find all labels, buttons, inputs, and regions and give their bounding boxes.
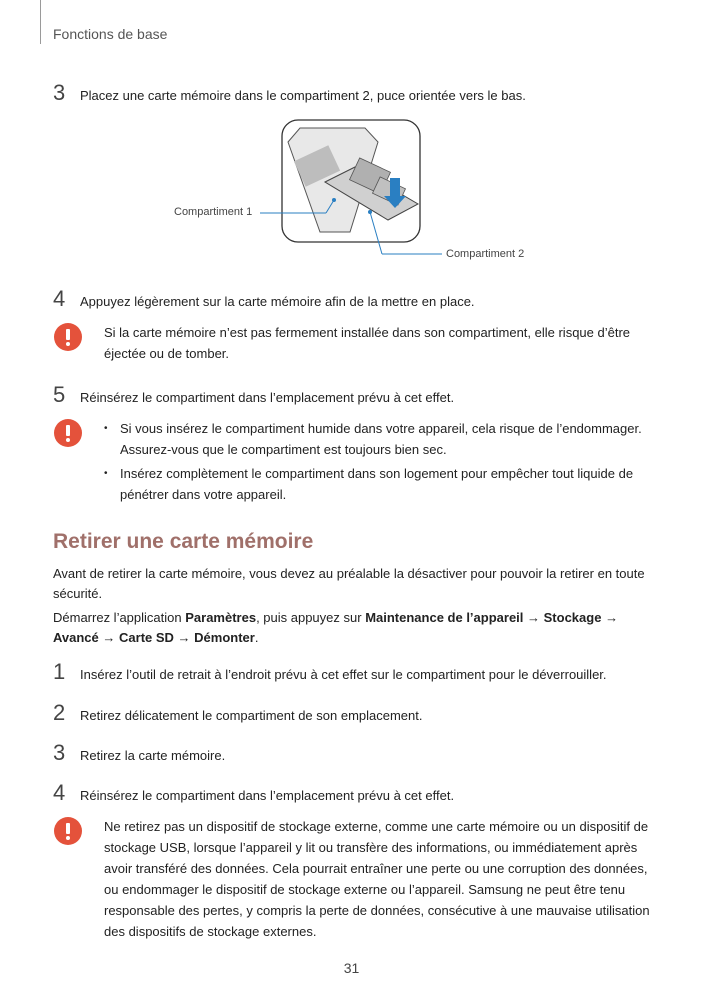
- section-intro: Avant de retirer la carte mémoire, vous devez au préalable la désactiver pour pouvoir la retirer en toute sécurité.: [53, 566, 645, 601]
- step-text: Retirez la carte mémoire.: [80, 748, 226, 763]
- step-number: 2: [53, 700, 66, 725]
- warning-icon: [53, 418, 83, 448]
- path-item-3: Avancé: [53, 630, 99, 645]
- step-text: Réinsérez le compartiment dans l’emplacement prévu à cet effet.: [80, 390, 455, 405]
- step-text: Retirez délicatement le compartiment de son emplacement.: [80, 708, 423, 723]
- warning-icon: [53, 322, 83, 352]
- path-arrow: →: [173, 630, 195, 645]
- page-edge-line: [40, 0, 41, 44]
- step-number: 5: [53, 382, 66, 407]
- settings-path: [53, 608, 653, 648]
- step-number: 1: [53, 659, 66, 684]
- path-prefix: Démarrez l’application: [53, 610, 186, 625]
- step-text: Insérez l’outil de retrait à l’endroit prévu à cet effet sur le compartiment pour le déverrouiller.: [80, 667, 607, 682]
- path-arrow: →: [523, 610, 544, 625]
- warning-text: Ne retirez pas un dispositif de stockage externe, comme une carte mémoire ou un dispositif de stockage USB, lorsque l’appareil y lit ou transfère des informations, ou immédiatement après avoir transféré des données. Cela pourrait entraîner une perte ou une corruption des données, ou endommager le dispositif de stockage externe ou l’appareil. Samsung ne peut être tenu responsable des pertes, y compris la perte de données, consécutive à une mauvaise utilisation des dispositifs de stockage externes.: [104, 819, 650, 939]
- path-arrow: →: [98, 630, 120, 645]
- label-compartiment-1: Compartiment 1: [174, 206, 253, 218]
- sim-tray-illustration: [150, 112, 550, 272]
- step-number: 4: [53, 286, 66, 311]
- section-heading: Retirer une carte mémoire: [53, 530, 314, 553]
- path-app: Paramètres: [185, 610, 257, 625]
- step-number: 3: [53, 740, 66, 765]
- warning-bullet: • Si vous insérez le compartiment humide dans votre appareil, cela risque de l’endommager. Assurez-vous que le compartiment est toujours bien sec.: [104, 418, 653, 460]
- header-section-title: Fonctions de base: [53, 26, 168, 42]
- path-middle: , puis appuyez sur: [256, 610, 366, 625]
- path-end: .: [254, 630, 259, 645]
- path-item-5: Démonter: [194, 630, 255, 645]
- warning-text: Si la carte mémoire n’est pas fermement installée dans son compartiment, elle risque d’être éjectée ou de tomber.: [104, 325, 631, 361]
- label-compartiment-2: Compartiment 2: [446, 248, 525, 260]
- path-item-2: Stockage: [543, 610, 602, 625]
- step-text: Appuyez légèrement sur la carte mémoire afin de la mettre en place.: [80, 294, 475, 309]
- path-item-1: Maintenance de l’appareil: [365, 610, 524, 625]
- step-number: 3: [53, 80, 66, 105]
- path-arrow: →: [601, 610, 619, 625]
- step-text: Réinsérez le compartiment dans l’emplacement prévu à cet effet.: [80, 788, 455, 803]
- step-text: Placez une carte mémoire dans le compartiment 2, puce orientée vers le bas.: [80, 88, 526, 103]
- warning-bullets: [104, 418, 653, 508]
- step-number: 4: [53, 780, 66, 805]
- warning-bullet: • Insérez complètement le compartiment dans son logement pour empêcher tout liquide de pénétrer dans votre appareil.: [104, 463, 653, 505]
- warning-icon: [53, 816, 83, 846]
- path-item-4: Carte SD: [119, 630, 174, 645]
- page-number: 31: [343, 960, 360, 976]
